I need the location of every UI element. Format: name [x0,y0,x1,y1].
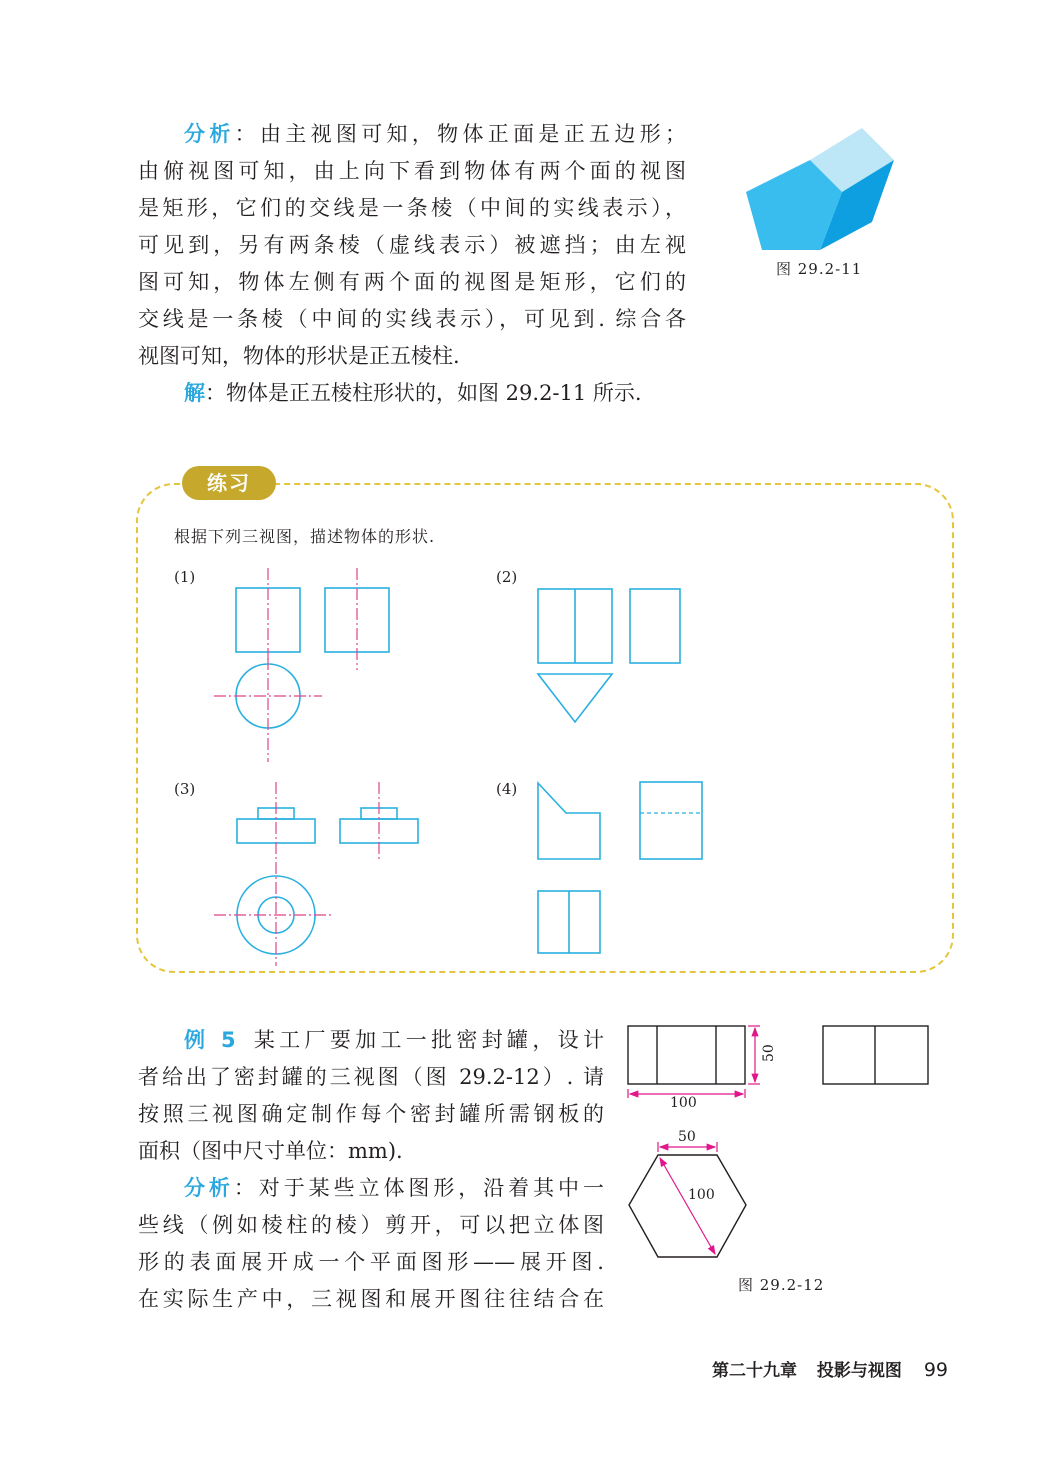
analysis-label: 分析 [184,122,235,146]
hexagonal-prism-views [620,1018,940,1268]
analysis-line: 交线是一条棱（中间的实线表示），可见到. 综合各 [138,307,686,331]
top-view-triangle [538,674,612,722]
side-view-rect [630,589,680,663]
pentagonal-prism-figure [740,124,900,254]
analysis-paragraph-1 [138,116,686,412]
example-line: 例 5 某工厂要加工一批密封罐，设计 [184,1028,604,1052]
example-line: 按照三视图确定制作每个密封罐所需钢板的 [138,1102,604,1126]
exercise-4-views [530,775,720,960]
exercise-tag: 练习 [182,466,276,500]
analysis-line: 分析：由主视图可知，物体正面是正五边形； [184,122,687,146]
analysis-line: 些线（例如棱柱的棱）剪开，可以把立体图 [138,1213,604,1237]
side-view-rect [640,782,702,859]
exercise-item-label: (2) [496,568,518,586]
exercise-instruction: 根据下列三视图，描述物体的形状. [174,527,436,546]
example-line: 者给出了密封罐的三视图（图 29.2-12）. 请 [138,1065,604,1089]
dimension-diagonal-label: 100 [688,1187,715,1203]
exercise-item-label: (3) [174,780,196,798]
figure-caption-12: 图 29.2-12 [738,1276,825,1294]
chapter-label: 第二十九章 [711,1361,797,1381]
analysis-line: 在实际生产中，三视图和展开图往往结合在 [138,1287,604,1311]
analysis-line: 分析：对于某些立体图形，沿着其中一 [184,1176,604,1200]
example-label: 例 5 [184,1028,236,1052]
analysis-label: 分析 [184,1176,234,1200]
analysis-line: 可见到，另有两条棱（虚线表示）被遮挡；由左视 [138,233,686,257]
analysis-line: 视图可知，物体的形状是正五棱柱. [138,344,460,368]
exercise-item-label: (4) [496,780,518,798]
solution-label: 解 [184,381,205,405]
analysis-line: 图可知，物体左侧有两个面的视图是矩形，它们的 [138,270,686,294]
exercise-3-views [200,778,440,968]
example-5-paragraph [138,1022,604,1170]
analysis-line: 形的表面展开成一个平面图形——展开图. [138,1250,604,1274]
front-view-rect [628,1026,745,1084]
analysis-line: 是矩形，它们的交线是一条棱（中间的实线表示）， [138,196,686,220]
exercise-2-views [530,580,690,730]
dimension-height-label: 50 [761,1044,777,1062]
front-view-shape [538,783,600,859]
exercise-item-label: (1) [174,568,196,586]
dimension-side-label: 50 [678,1129,696,1145]
exercise-1-views [200,560,400,770]
analysis-line: 由俯视图可知，由上向下看到物体有两个面的视图 [138,159,686,183]
figure-caption-11: 图 29.2-11 [776,260,863,278]
page-number: 99 [923,1359,948,1381]
chapter-title: 投影与视图 [816,1361,902,1381]
example-line: 面积（图中尺寸单位：mm). [138,1139,403,1163]
solution-line: 解：物体是正五棱柱形状的，如图 29.2-11 所示. [184,381,642,405]
dimension-line-diagonal [660,1158,715,1254]
page-footer [712,1356,948,1381]
analysis-paragraph-2 [138,1170,604,1318]
dimension-width-label: 100 [670,1095,697,1111]
